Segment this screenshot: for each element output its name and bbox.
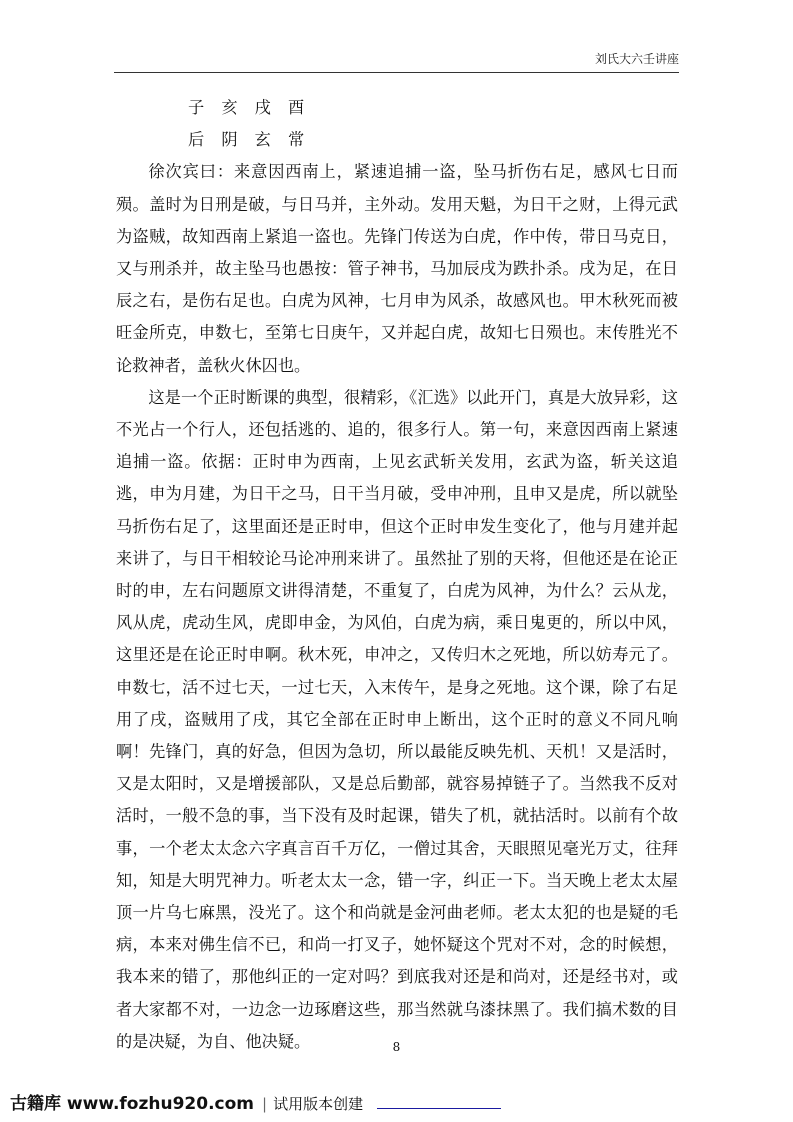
general-row: 后 阴 玄 常 — [188, 130, 311, 150]
paragraph-quote: 徐次宾曰：来意因西南上，紧速追捕一盗，坠马折伤右足，感风七日而殒。盖时为日刑是破，与日马并，主外动。发用天魁，为日干之财，上得元武为盗贼，故知西南上紧追一盗也。先锋门传送为白虎，作中传，带日马克日，又与刑杀并，故主坠马也愚按：管子神书，马加辰戌为跌扑杀。戌为足，在日辰之右，是伤右足也。白虎为风神，七月申为风杀，故感风也。甲木秋死而被旺金所克，申数七，至第七日庚午，又并起白虎，故知七日殒也。末传胜光不论救神者，盖秋火休囚也。 — [116, 162, 678, 375]
footer-site-link[interactable]: 古籍库 www.fozhu920.com — [10, 1094, 254, 1114]
page-body — [116, 92, 678, 1058]
page-number: 8 — [392, 1040, 401, 1054]
running-header-title: 刘氏大六壬讲座 — [594, 52, 679, 66]
footer-watermark — [10, 1089, 501, 1114]
paragraph-commentary: 这是一个正时断课的典型，很精彩，《汇选》以此开门，真是大放异彩，这不光占一个行人，还包括逃的、追的，很多行人。第一句，来意因西南上紧速追捕一盗。依据：正时申为西南，上见玄武斩关发用，玄武为盗，斩关这追逃，申为月建，为日干之马，日干当月破，受申冲刑，且申又是虎，所以就坠马折伤右足了，这里面还是正时申，但这个正时申发生变化了，他与月建并起来讲了，与日干相较论马论冲刑来讲了。虽然扯了别的天将，但他还是在论正时的申，左右问题原文讲得清楚，不重复了，白虎为风神，为什么？云从龙，风从虎，虎动生风，虎即申金，为风伯，白虎为病，乘日鬼更的，所以中风，这里还是在论正时申啊。秋木死，申冲之，又传归木之死地，所以妨寿元了。申数七，活不过七天，一过七天，入末传午，是身之死地。这个课，除了右足用了戌，盗贼用了戌，其它全部在正时申上断出，这个正时的意义不同凡响啊！先锋门，真的好急，但因为急切，所以最能反映先机、天机！又是活时，又是太阳时，又是增援部队，又是总后勤部，就容易掉链子了。当然我不反对活时，一般不急的事，当下没有及时起课，错失了机，就拈活时。以前有个故事，一个老太太念六字真言百千万亿，一僧过其舍，天眼照见毫光万丈，往拜知，知是大明咒神力。听老太太一念，错一字，纠正一下。当天晚上老太太屋顶一片乌七麻黑，没光了。这个和尚就是金河曲老师。老太太犯的也是疑的毛病，本来对佛生信不已，和尚一打叉子，她怀疑这个咒对不对，念的时候想，我本来的错了，那他纠正的一定对吗？到底我对还是和尚对，还是经书对，或者大家都不对，一边念一边琢磨这些，那当然就乌漆抹黑了。我们搞术数的目的是决疑，为自、他决疑。 — [116, 387, 678, 1051]
footer-separator: | — [262, 1095, 268, 1113]
branch-row: 子 亥 戌 酉 — [188, 98, 311, 117]
header-divider — [114, 72, 679, 73]
footer-underline — [377, 1108, 501, 1109]
footer-trial-note: 试用版本创建 — [273, 1095, 364, 1113]
